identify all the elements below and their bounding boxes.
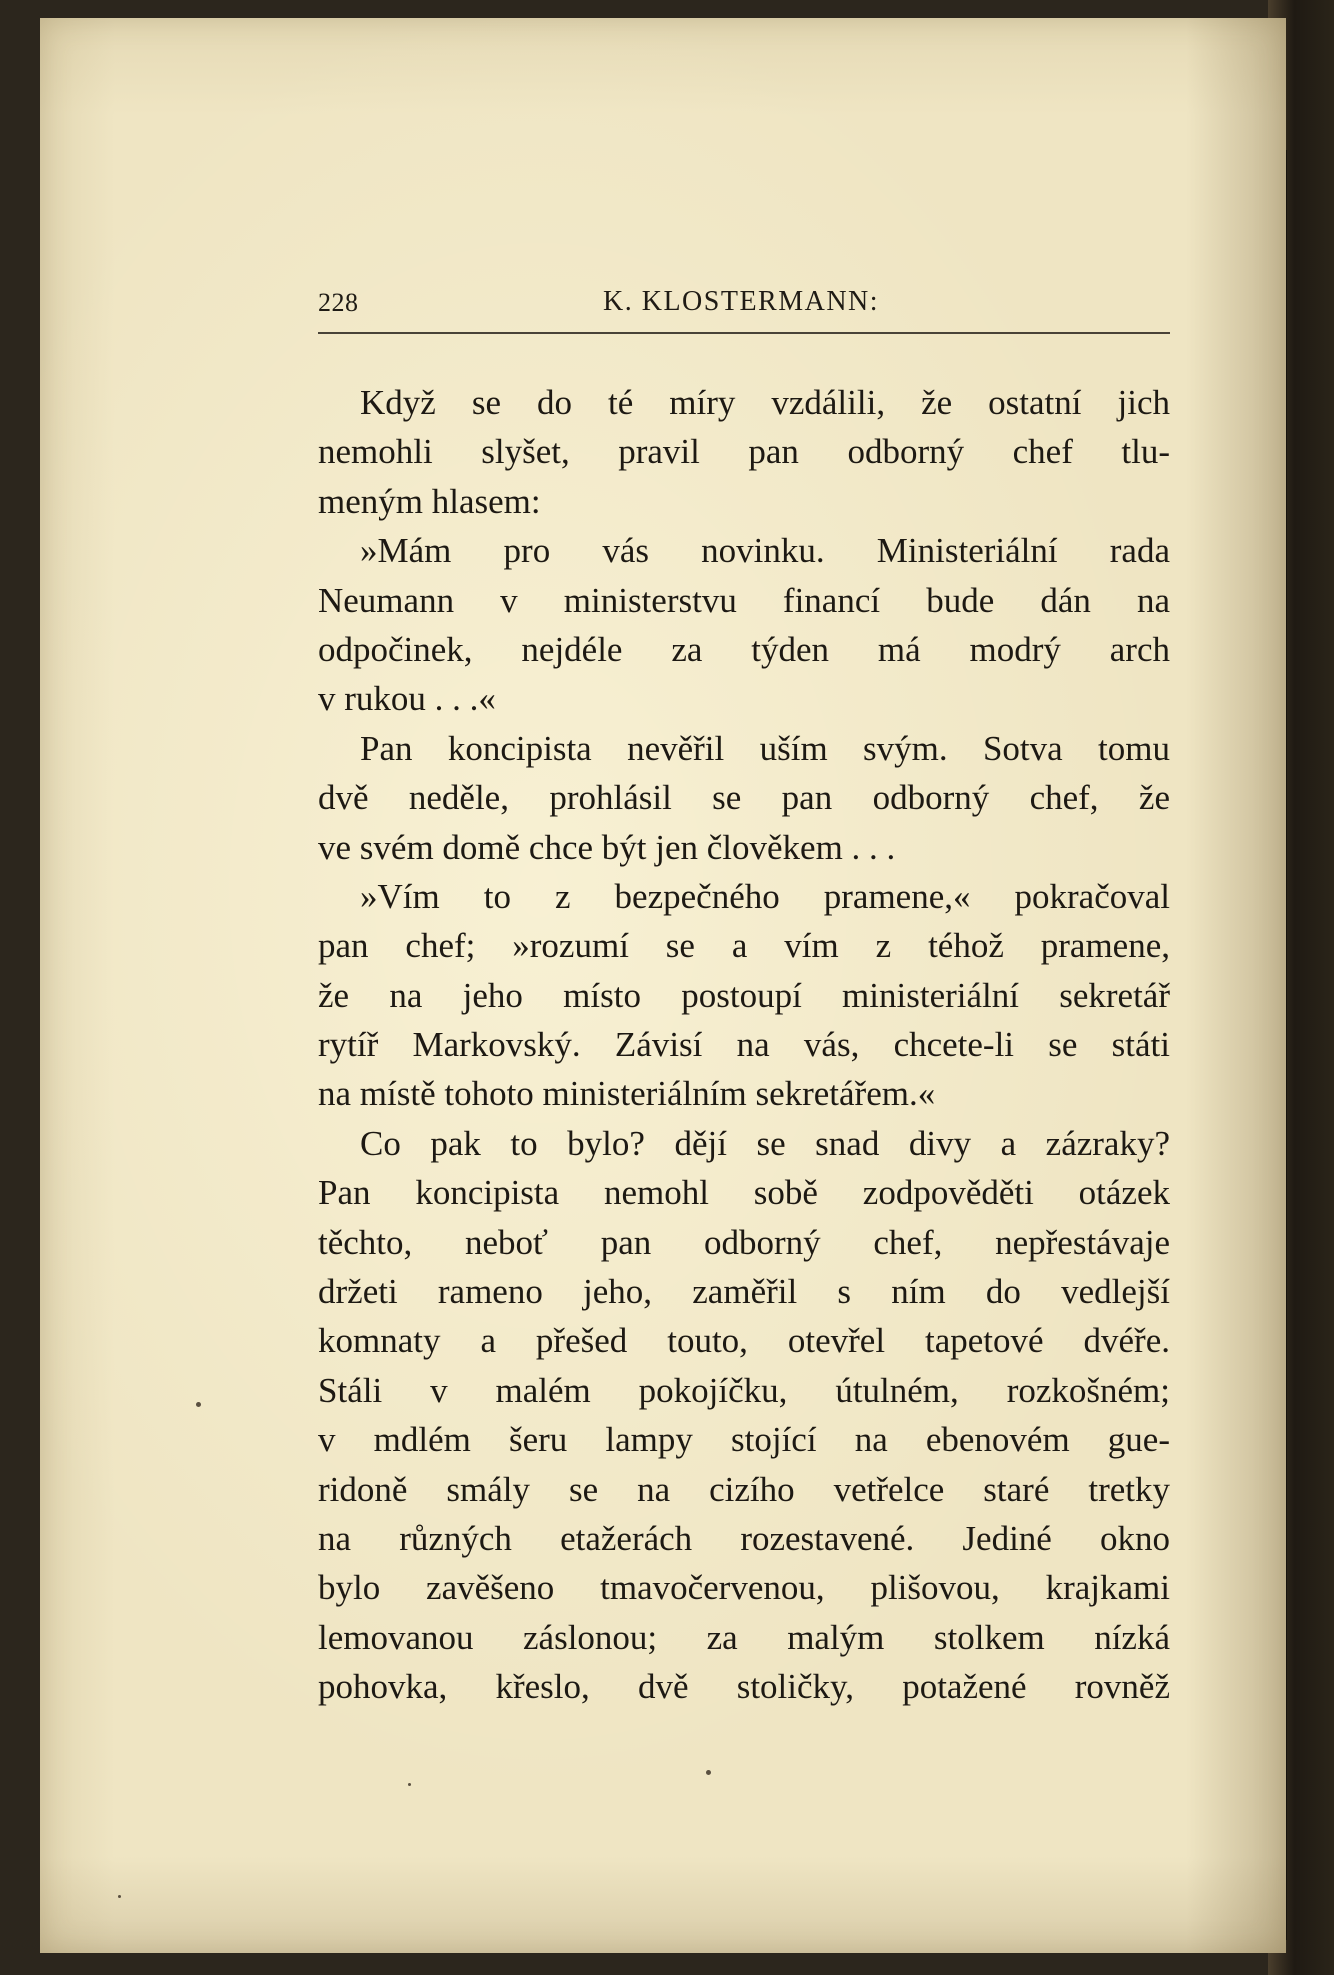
text-line: Neumann v ministerstvu financí bude dán na xyxy=(318,580,1170,620)
text-line: dvě neděle, prohlásil se pan odborný chef, že xyxy=(318,778,1170,818)
header-rule xyxy=(318,332,1170,334)
text-line: na různých etažerách rozestavené. Jediné okno xyxy=(318,1518,1170,1558)
text-line: »Vím to z bezpečného pramene,« pokračoval xyxy=(360,876,1170,916)
text-line: v mdlém šeru lampy stojící na ebenovém gue- xyxy=(318,1420,1170,1460)
text-line: pohovka, křeslo, dvě stoličky, potažené rovněž xyxy=(318,1667,1170,1707)
text-line: že na jeho místo postoupí ministeriální sekretář xyxy=(318,975,1170,1015)
text-line: »Mám pro vás novinku. Ministeriální rada xyxy=(360,531,1170,571)
text-line: Stáli v malém pokojíčku, útulném, rozkošném; xyxy=(318,1370,1170,1410)
running-head: K. KLOSTERMANN: xyxy=(603,286,880,317)
text-line: držeti rameno jeho, zaměřil s ním do vedlejší xyxy=(318,1272,1170,1312)
text-line: Pan koncipista nemohl sobě zodpověděti otázek xyxy=(318,1173,1170,1213)
text-line: pan chef; »rozumí se a vím z téhož pramene, xyxy=(318,926,1170,966)
text-line: bylo zavěšeno tmavočervenou, plišovou, krajkami xyxy=(318,1568,1170,1608)
text-line: lemovanou záslonou; za malým stolkem nízká xyxy=(318,1617,1170,1657)
text-line: Co pak to bylo? dějí se snad divy a zázraky? xyxy=(360,1123,1170,1163)
paper-speck xyxy=(118,1895,121,1898)
paper-speck xyxy=(408,1783,411,1786)
text-line: Pan koncipista nevěřil uším svým. Sotva tomu xyxy=(360,728,1170,768)
page-header xyxy=(318,284,1170,332)
text-line: ve svém domě chce být jen člověkem . . . xyxy=(318,827,896,867)
text-line: komnaty a přešed touto, otevřel tapetové dvéře. xyxy=(318,1321,1170,1361)
text-line: Když se do té míry vzdálili, že ostatní jich xyxy=(360,383,1170,422)
text-line: rytíř Markovský. Závisí na vás, chcete-li se státi xyxy=(318,1025,1170,1065)
text-line: těchto, neboť pan odborný chef, nepřestávaje xyxy=(318,1222,1170,1262)
page-number: 228 xyxy=(318,288,359,317)
body-text xyxy=(318,378,1170,1712)
text-line: nemohli slyšet, pravil pan odborný chef tlu- xyxy=(318,432,1170,472)
text-line: odpočinek, nejdéle za týden má modrý arch xyxy=(318,629,1170,669)
paper-speck xyxy=(196,1402,201,1407)
text-line: meným hlasem: xyxy=(318,481,541,521)
text-line: v rukou . . .« xyxy=(318,679,496,719)
text-line: na místě tohoto ministeriálním sekretářem.« xyxy=(318,1074,936,1114)
paper-speck xyxy=(706,1770,711,1775)
text-line: ridoně smály se na cizího vetřelce staré tretky xyxy=(318,1469,1170,1509)
